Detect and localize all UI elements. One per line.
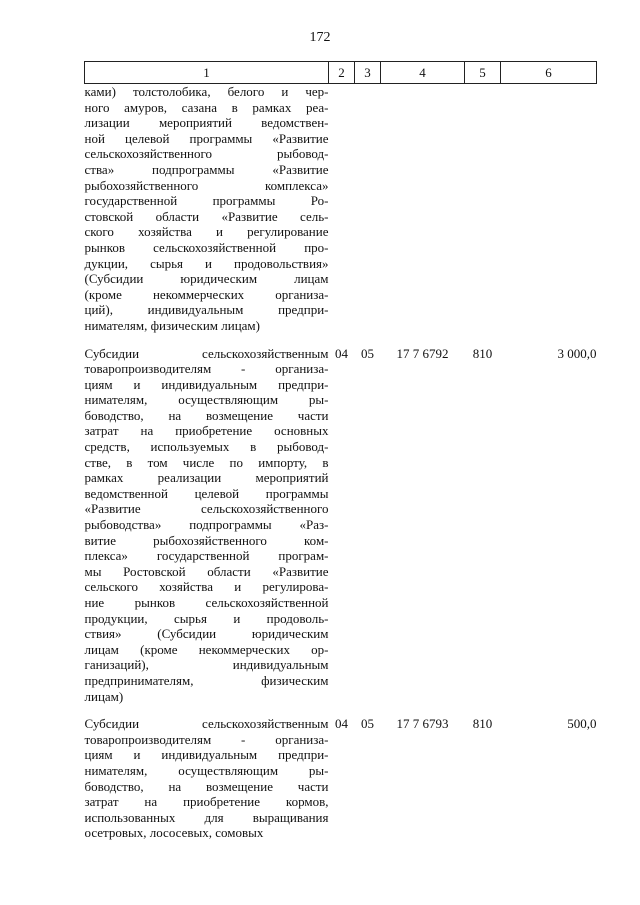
- description-line: лицам): [84, 688, 124, 704]
- description-line: нимателям, осуществляющим ры-: [84, 392, 329, 408]
- description-line: витие рыбохозяйственного ком-: [84, 532, 329, 548]
- section-code: 04: [335, 716, 348, 732]
- description-line: товаропроизводителям - организа-: [84, 361, 329, 377]
- description-line: ведомственной целевой программы: [84, 485, 329, 501]
- description-line: рамках реализации мероприятий: [84, 470, 329, 486]
- section-code: 04: [335, 345, 348, 361]
- table-header-row: [85, 62, 597, 84]
- column-header: 4: [381, 62, 465, 84]
- description-line: рынков сельскохозяйственной про-: [84, 239, 329, 255]
- expense-type-code: 810: [472, 716, 493, 732]
- description-line: (кроме некоммерческих организа-: [84, 286, 329, 302]
- description-line: лицам (кроме некоммерческих ор-: [84, 641, 329, 657]
- budget-table: [84, 61, 597, 841]
- row-spacer: [85, 334, 597, 346]
- description-line: сельскохозяйственного рыбовод-: [84, 146, 329, 162]
- description-line: продукции, сырья и продоволь-: [84, 610, 329, 626]
- page-number: 172: [309, 30, 331, 45]
- description-line: ной целевой программы «Развитие: [84, 130, 329, 146]
- expense-type-code: 810: [472, 345, 493, 361]
- subsection-code: [355, 84, 381, 334]
- target-article-code: 17 7 6793: [396, 716, 449, 732]
- row-description: [85, 346, 329, 705]
- description-line: стве, в том числе по импорту, в: [84, 454, 329, 470]
- description-line: циям и индивидуальным предпри-: [84, 747, 329, 763]
- table-row: [85, 84, 597, 334]
- row-spacer: [85, 704, 597, 716]
- description-line: плекса» государственной програм-: [84, 548, 329, 564]
- description-line: ствия» (Субсидии юридическим: [84, 626, 329, 642]
- description-line: Субсидии сельскохозяйственным: [84, 716, 329, 732]
- description-line: Субсидии сельскохозяйственным: [84, 345, 329, 361]
- column-header: 1: [85, 62, 329, 84]
- amount-value: 500,0: [567, 716, 597, 732]
- description-line: ние рынков сельскохозяйственной: [84, 595, 329, 610]
- description-line: товаропроизводителям - организа-: [84, 731, 329, 747]
- description-line: государственной программы Ро-: [84, 193, 329, 209]
- description-line: ками) толстолобика, белого и чер-: [84, 84, 329, 99]
- description-line: предпринимателям, физическим: [84, 672, 329, 688]
- subsection-code: 05: [361, 716, 374, 732]
- description-line: дукции, сырья и продовольствия»: [84, 255, 329, 271]
- description-line: ций), индивидуальным предпри-: [84, 302, 329, 318]
- description-line: ного амуров, сазана в рамках реа-: [84, 99, 329, 115]
- description-line: мы Ростовской области «Развитие: [84, 563, 329, 579]
- target-article-code: [381, 84, 465, 334]
- description-line: лизации мероприятий ведомствен-: [84, 115, 329, 131]
- table-row: [85, 346, 597, 705]
- description-line: рыбохозяйственного комплекса»: [84, 177, 329, 193]
- description-line: использованных для выращивания: [84, 809, 329, 825]
- amount-value: 3 000,0: [557, 345, 597, 361]
- description-line: нимателям, осуществляющим ры-: [84, 762, 329, 778]
- description-line: сельского хозяйства и регулирова-: [84, 579, 329, 595]
- description-line: ганизаций), индивидуальным: [84, 657, 329, 673]
- column-header: 2: [329, 62, 355, 84]
- description-line: затрат на приобретение кормов,: [84, 794, 329, 810]
- target-article-code: 17 7 6792: [396, 345, 449, 361]
- row-description: [85, 84, 329, 334]
- expense-type-code: [465, 84, 501, 334]
- description-line: циям и индивидуальным предпри-: [84, 376, 329, 392]
- column-header: 6: [501, 62, 597, 84]
- description-line: (Субсидии юридическим лицам: [84, 271, 329, 287]
- description-line: нимателям, физическим лицам): [84, 317, 260, 333]
- description-line: рыбоводства» подпрограммы «Раз-: [84, 517, 329, 533]
- description-line: средств, используемых в рыбовод-: [84, 439, 329, 455]
- description-line: боводство, на возмещение части: [84, 778, 329, 794]
- description-line: стовской области «Развитие сель-: [84, 208, 329, 224]
- description-line: боводство, на возмещение части: [84, 407, 329, 423]
- description-line: ского хозяйства и регулирование: [84, 224, 329, 240]
- subsection-code: 05: [361, 345, 374, 361]
- description-line: затрат на приобретение основных: [84, 423, 329, 439]
- row-description: [85, 716, 329, 841]
- column-header: 5: [465, 62, 501, 84]
- section-code: [329, 84, 355, 334]
- table-row: [85, 716, 597, 841]
- description-line: осетровых, лососевых, сомовых: [84, 825, 264, 841]
- column-header: 3: [355, 62, 381, 84]
- description-line: «Развитие сельскохозяйственного: [84, 501, 329, 517]
- amount-value: [501, 84, 597, 334]
- description-line: ства» подпрограммы «Развитие: [84, 161, 329, 177]
